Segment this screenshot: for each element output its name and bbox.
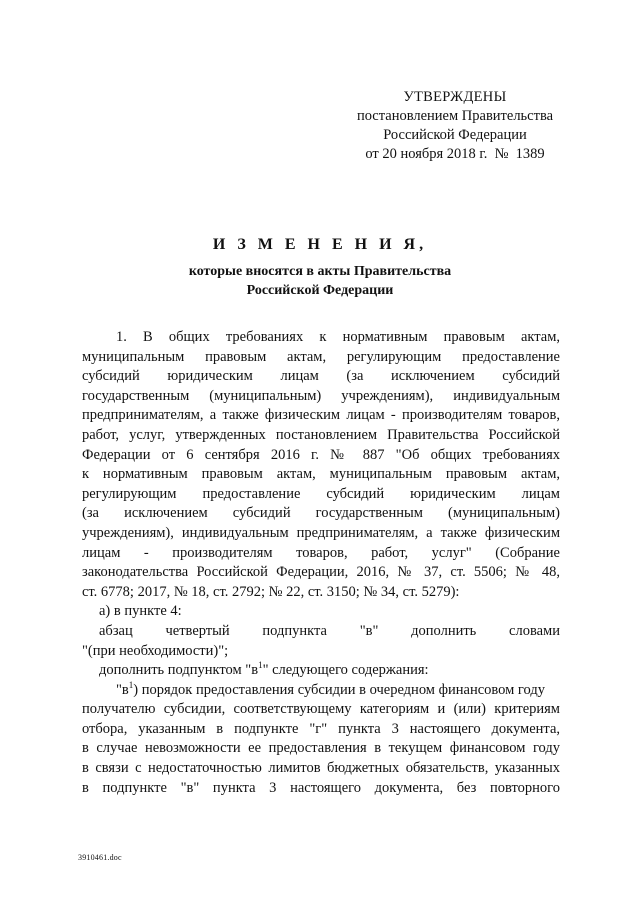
body-line: абзац четвертый подпункта "в" дополнить словами: [99, 622, 560, 639]
body-line: регулирующим предоставление субсидий юридическим лицам: [82, 485, 560, 502]
superscript: 1: [258, 661, 263, 671]
body-line: а) в пункте 4:: [99, 603, 182, 620]
body-line: предпринимателям, а также физическим лицам - производителям товаров,: [82, 407, 560, 424]
body-line: государственным (муниципальным) учреждениям), индивидуальным: [82, 387, 560, 404]
body-line: в случае невозможности ее предоставления в текущем финансовом году: [82, 740, 560, 757]
superscript: 1: [128, 680, 134, 690]
body-line: 1. В общих требованиях к нормативным правовым актам,: [116, 329, 560, 345]
body-line: учреждениям), индивидуальным предпринимателям, а также физическим: [82, 524, 560, 541]
body-line: [82, 661, 560, 681]
document-title: И З М Е Н Е Н И Я,: [212, 236, 428, 253]
body-line: [82, 681, 560, 701]
body-line: получателю субсидии, соответствующему категориям и (или) критериям: [82, 701, 560, 718]
body-line: Федерации от 6 сентября 2016 г. № 887 "Об общих требованиях: [82, 446, 560, 463]
file-name-footer: 3910461.doc: [78, 853, 122, 862]
document-body: [82, 328, 560, 798]
body-line: отбора, указанным в подпункте "г" пункта 3 настоящего документа,: [82, 720, 560, 737]
body-line: (за исключением субсидий государственным (муниципальным): [82, 505, 560, 522]
body-line: "(при необходимости)";: [82, 642, 229, 659]
body-text: дополнить подпунктом "в: [99, 662, 259, 679]
body-line: лицам - производителям товаров, работ, услуг" (Собрание: [82, 544, 560, 561]
approval-heading: УТВЕРЖДЕНЫ: [403, 89, 507, 105]
approval-line: Российской Федерации: [383, 127, 527, 143]
body-line: к нормативным правовым актам, муниципальным правовым актам,: [82, 466, 560, 483]
body-line: в связи с недостаточностью лимитов бюджетных обязательств, указанных: [82, 760, 560, 777]
approval-line: постановлением Правительства: [356, 108, 554, 124]
body-text: " следующего содержания:: [262, 662, 429, 679]
subtitle-line: которые вносятся в акты Правительства: [188, 264, 452, 279]
approval-date: от 20 ноября 2018 г. № 1389: [365, 146, 545, 162]
document-subtitle: [0, 262, 640, 300]
body-line: в подпункте "в" пункта 3 настоящего документа, без повторного: [82, 779, 560, 796]
body-line: ст. 6778; 2017, № 18, ст. 2792; № 22, ст. 3150; № 34, ст. 5279):: [82, 583, 460, 600]
body-line: субсидий юридическим лицам (за исключением субсидий: [82, 368, 560, 385]
body-line: работ, услуг, утвержденных постановлением Правительства Российской: [82, 426, 560, 443]
body-text: "в: [116, 681, 129, 698]
subtitle-line: Российской Федерации: [246, 283, 394, 298]
body-text: ) порядок предоставления субсидии в очередном финансовом году: [133, 681, 545, 698]
approval-block: [340, 88, 570, 164]
body-line: законодательства Российской Федерации, 2016, № 37, ст. 5506; № 48,: [82, 564, 560, 581]
body-line: муниципальным правовым актам, регулирующим предоставление: [82, 348, 560, 365]
